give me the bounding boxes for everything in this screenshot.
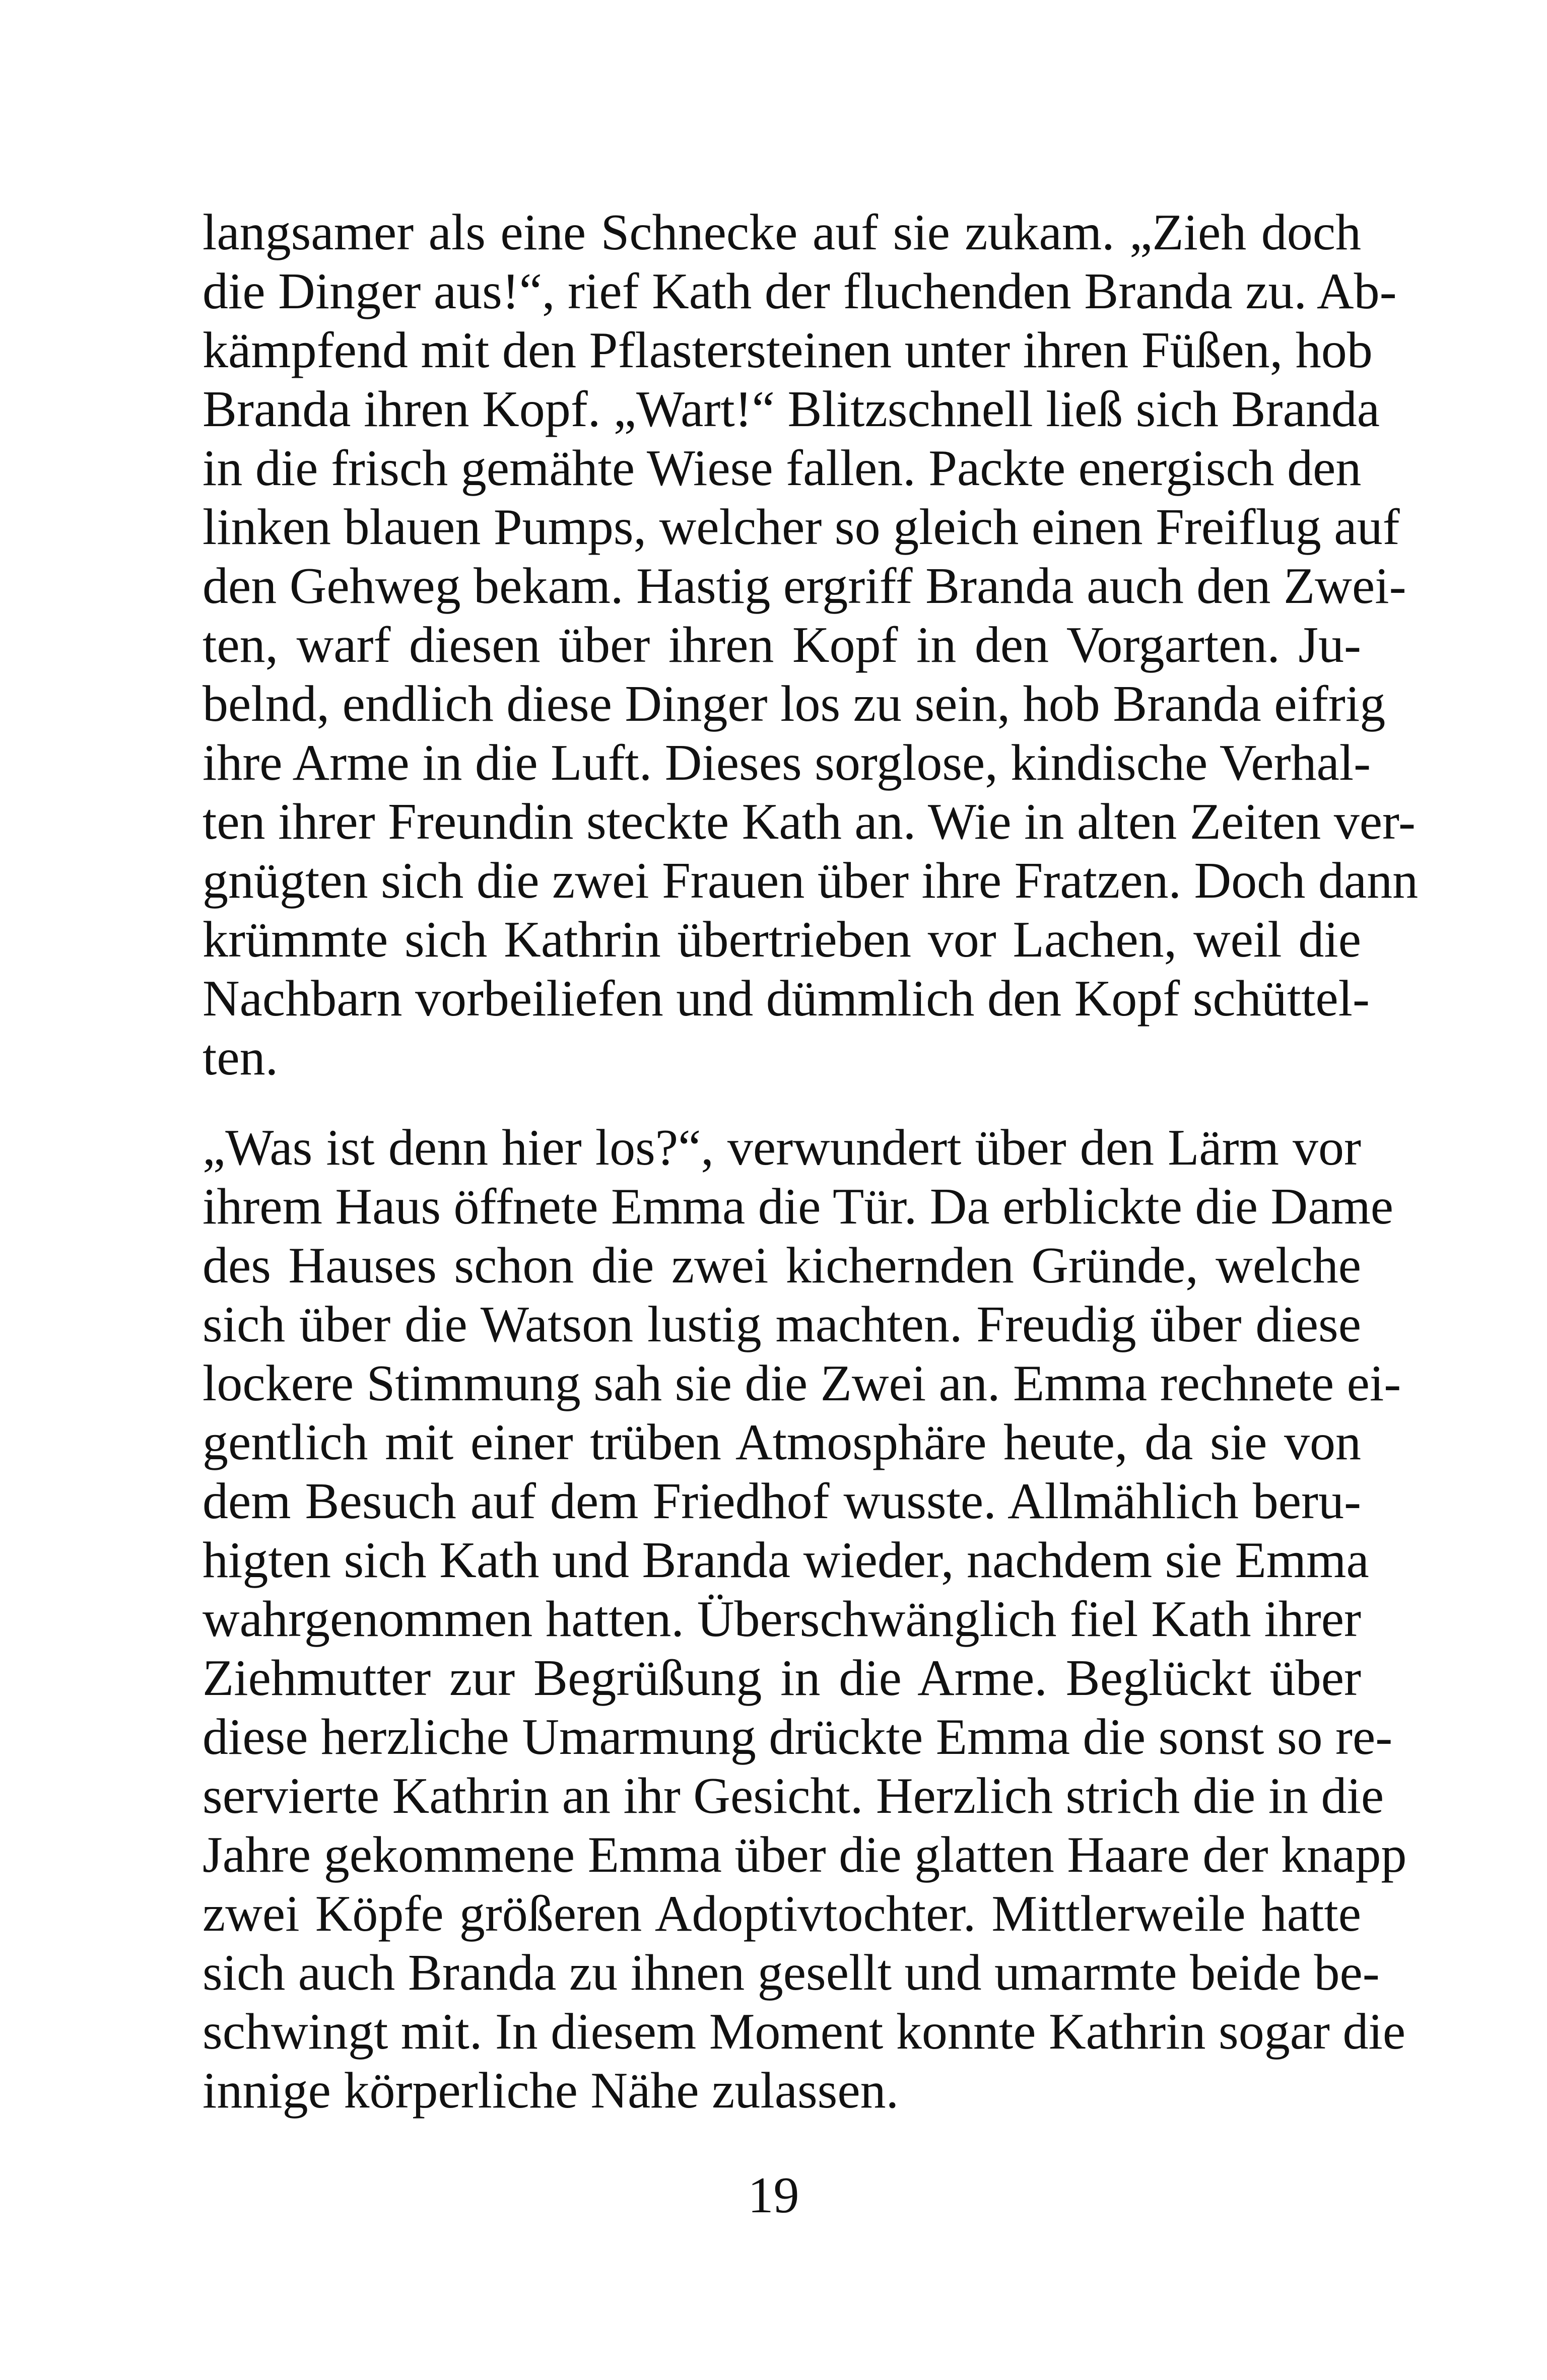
text-line: linken blauen Pumps, welcher so gleich einen Freiflug auf (203, 499, 1400, 556)
text-line: „Was ist denn hier los?“, verwundert über den Lärm vor (203, 1119, 1361, 1176)
text-line: den Gehweg bekam. Hastig ergriff Branda auch den Zwei- (203, 558, 1406, 615)
text-line: higten sich Kath und Branda wieder, nachdem sie Emma (203, 1532, 1369, 1589)
text-line: Branda ihren Kopf. „Wart!“ Blitzschnell ließ sich Branda (203, 381, 1380, 438)
text-line: belnd, endlich diese Dinger los zu sein, hob Branda eifrig (203, 675, 1386, 732)
text-line: sich über die Watson lustig machten. Freudig über diese (203, 1296, 1361, 1353)
paragraph-1 (203, 203, 1419, 1087)
text-line: ten, warf diesen über ihren Kopf in den Vorgarten. Ju- (203, 617, 1361, 673)
text-line: schwingt mit. In diesem Moment konnte Kathrin sogar die (203, 2003, 1406, 2060)
text-line: Ziehmutter zur Begrüßung in die Arme. Beglückt über (203, 1650, 1361, 1707)
text-line: ihrem Haus öffnete Emma die Tür. Da erblickte die Dame (203, 1178, 1394, 1235)
text-line: dem Besuch auf dem Friedhof wusste. Allmählich beru- (203, 1473, 1361, 1530)
text-line: Jahre gekommene Emma über die glatten Haare der knapp (203, 1826, 1407, 1883)
text-line: lockere Stimmung sah sie die Zwei an. Emma rechnete ei- (203, 1355, 1401, 1412)
text-line: langsamer als eine Schnecke auf sie zukam. „Zieh doch (203, 204, 1361, 261)
text-line: zwei Köpfe größeren Adoptivtochter. Mittlerweile hatte (203, 1885, 1361, 1942)
text-line: gnügten sich die zwei Frauen über ihre Fratzen. Doch dann (203, 852, 1419, 909)
text-line: Nachbarn vorbeiliefen und dümmlich den Kopf schüttel- (203, 970, 1370, 1027)
text-line: krümmte sich Kathrin übertrieben vor Lachen, weil die (203, 911, 1361, 968)
text-line: ten. (203, 1029, 279, 1086)
text-line: die Dinger aus!“, rief Kath der fluchenden Branda zu. Ab- (203, 263, 1397, 320)
text-line: ten ihrer Freundin steckte Kath an. Wie in alten Zeiten ver- (203, 793, 1416, 850)
text-line: in die frisch gemähte Wiese fallen. Packte energisch den (203, 440, 1362, 497)
text-line: servierte Kathrin an ihr Gesicht. Herzlich strich die in die (203, 1767, 1384, 1824)
paragraph-2 (203, 1118, 1407, 2120)
text-line: wahrgenommen hatten. Überschwänglich fiel Kath ihrer (203, 1591, 1361, 1648)
text-line: gentlich mit einer trüben Atmosphäre heute, da sie von (203, 1414, 1361, 1471)
text-line: ihre Arme in die Luft. Dieses sorglose, kindische Verhal- (203, 734, 1371, 791)
text-line: sich auch Branda zu ihnen gesellt und umarmte beide be- (203, 1944, 1380, 2001)
text-line: diese herzliche Umarmung drückte Emma die sonst so re- (203, 1709, 1393, 1765)
text-line: kämpfend mit den Pflastersteinen unter ihren Füßen, hob (203, 322, 1373, 379)
text-line: innige körperliche Nähe zulassen. (203, 2062, 899, 2119)
page-number: 19 (748, 2167, 799, 2224)
text-line: des Hauses schon die zwei kichernden Gründe, welche (203, 1237, 1361, 1294)
